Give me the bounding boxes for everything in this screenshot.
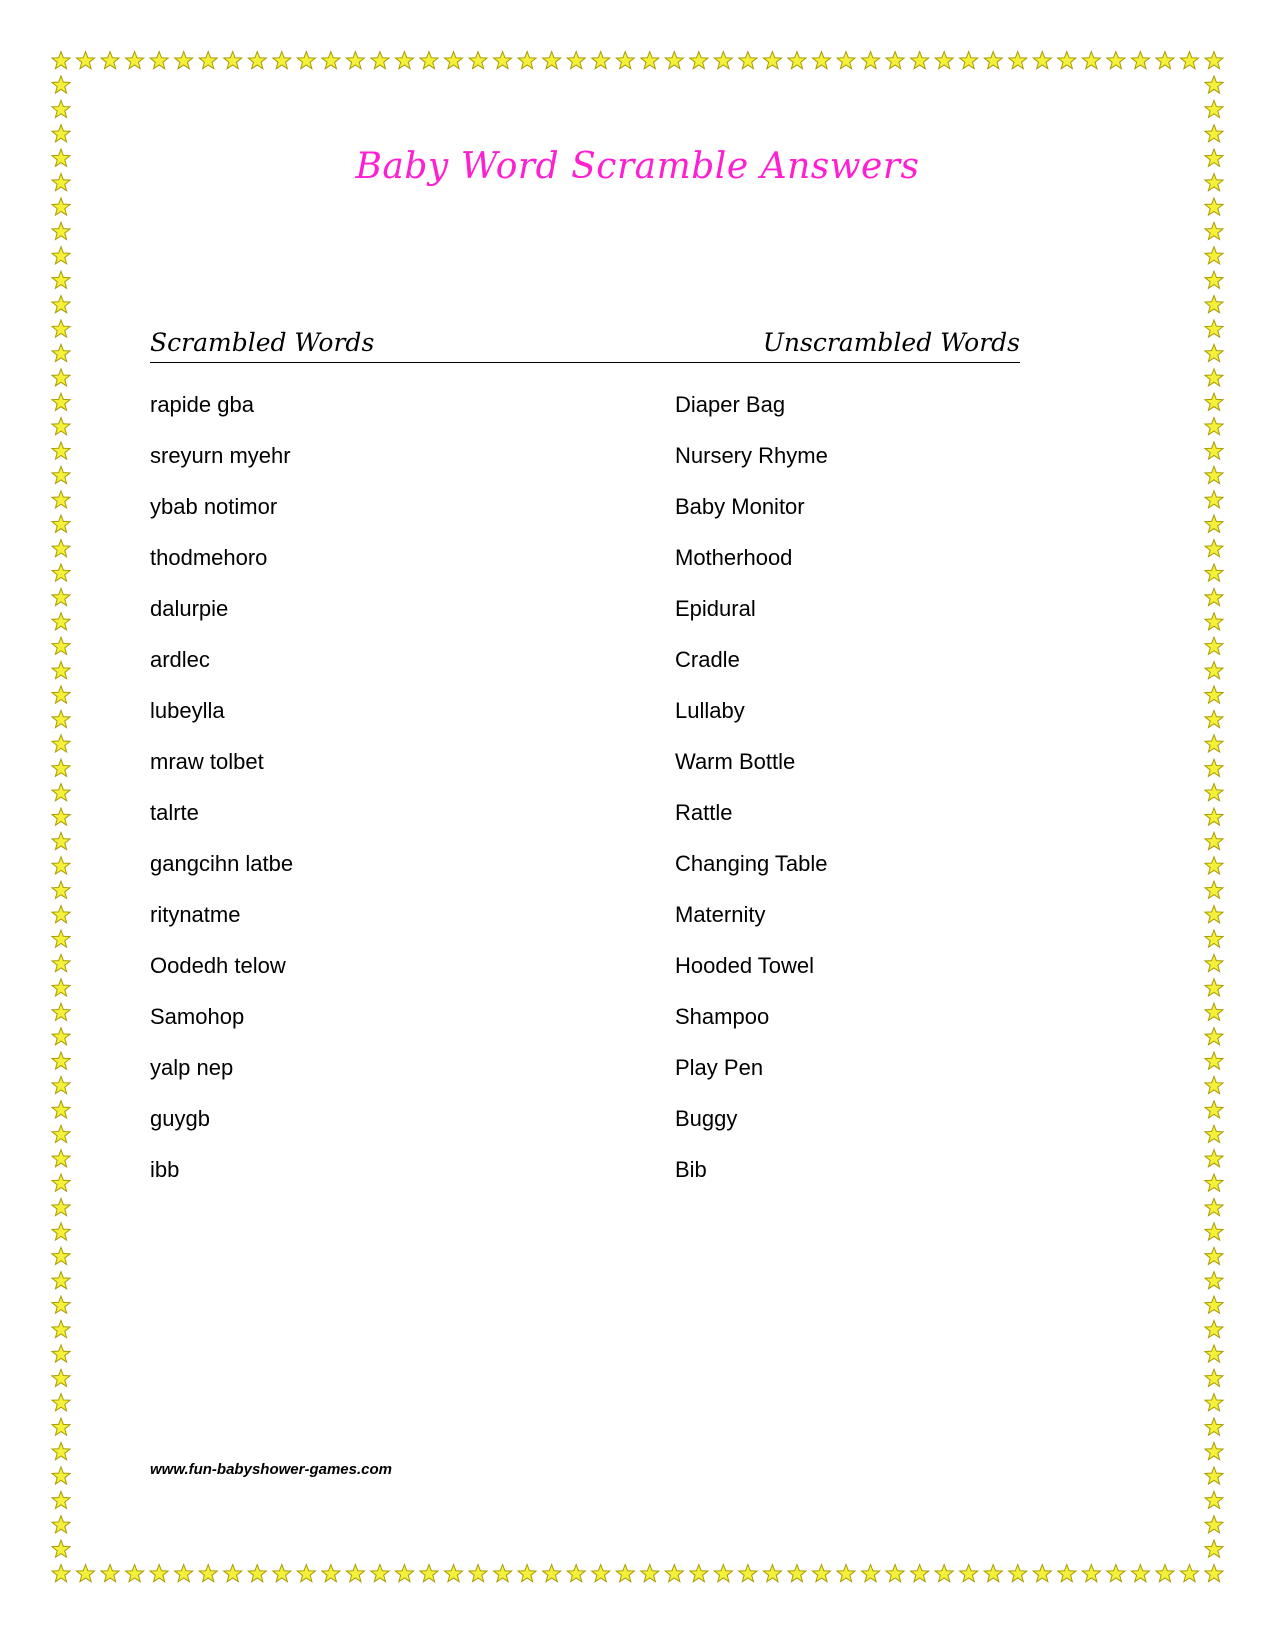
scrambled-word: gangcihn latbe	[150, 851, 294, 876]
star-icon	[1082, 52, 1100, 69]
star-icon	[665, 52, 683, 69]
star-icon	[543, 1565, 561, 1582]
star-icon	[616, 52, 634, 69]
star-icon	[1205, 1296, 1223, 1313]
star-icon	[494, 1565, 512, 1582]
star-icon	[1205, 1540, 1223, 1557]
answer-word: Nursery Rhyme	[675, 443, 828, 468]
star-icon	[52, 735, 70, 752]
answer-word: Maternity	[675, 902, 766, 927]
star-icon	[52, 979, 70, 996]
star-icon	[837, 1565, 855, 1582]
star-icon	[52, 1418, 70, 1435]
star-icon	[1058, 1565, 1076, 1582]
star-icon	[52, 1174, 70, 1191]
star-icon	[52, 784, 70, 801]
scrambled-word: lubeylla	[150, 698, 225, 723]
star-icon	[714, 52, 732, 69]
answer-word: Baby Monitor	[675, 494, 805, 519]
star-icon	[1205, 930, 1223, 947]
star-icon	[346, 52, 364, 69]
star-icon	[52, 1125, 70, 1142]
star-icon	[273, 1565, 291, 1582]
scrambled-word: mraw tolbet	[150, 749, 264, 774]
star-icon	[911, 52, 929, 69]
star-icon	[420, 52, 438, 69]
star-icon	[960, 1565, 978, 1582]
star-icon	[52, 418, 70, 435]
star-icon	[1205, 52, 1223, 69]
star-icon	[1009, 1565, 1027, 1582]
star-icon	[126, 52, 144, 69]
star-icon	[444, 1565, 462, 1582]
star-icon	[77, 1565, 95, 1582]
star-icon	[1205, 515, 1223, 532]
star-icon	[1205, 686, 1223, 703]
star-icon	[101, 52, 119, 69]
footer-website: www.fun-babyshower-games.com	[150, 1461, 392, 1478]
star-icon	[52, 1296, 70, 1313]
star-icon	[1205, 1003, 1223, 1020]
star-icon	[1033, 52, 1051, 69]
scrambled-word: Oodedh telow	[150, 953, 286, 978]
star-icon	[788, 52, 806, 69]
star-icon	[739, 52, 757, 69]
star-icon	[1205, 198, 1223, 215]
star-icon	[1107, 52, 1125, 69]
star-icon	[592, 1565, 610, 1582]
scrambled-word: ibb	[150, 1157, 180, 1182]
star-icon	[52, 515, 70, 532]
star-icon	[52, 1247, 70, 1264]
star-icon	[1205, 418, 1223, 435]
star-icon	[444, 52, 462, 69]
scrambled-word: ardlec	[150, 647, 210, 672]
star-icon	[788, 1565, 806, 1582]
star-icon	[763, 1565, 781, 1582]
star-icon	[1131, 52, 1149, 69]
star-icon	[52, 1272, 70, 1289]
scrambled-word: thodmehoro	[150, 545, 268, 570]
star-icon	[984, 52, 1002, 69]
star-icon	[1205, 222, 1223, 239]
star-icon	[690, 1565, 708, 1582]
star-icon	[911, 1565, 929, 1582]
star-icon	[199, 1565, 217, 1582]
star-icon	[52, 442, 70, 459]
star-icon	[52, 857, 70, 874]
star-icon	[52, 1369, 70, 1386]
page-title: Baby Word Scramble Answers	[355, 146, 920, 187]
star-icon	[1180, 1565, 1198, 1582]
star-icon	[1205, 320, 1223, 337]
star-icon	[862, 1565, 880, 1582]
star-icon	[52, 491, 70, 508]
star-icon	[52, 100, 70, 117]
unscrambled-words-list	[675, 385, 828, 1201]
star-icon	[1205, 1198, 1223, 1215]
star-icon	[52, 832, 70, 849]
star-icon	[1205, 1442, 1223, 1459]
answer-word: Shampoo	[675, 1004, 770, 1029]
star-icon	[1205, 1516, 1223, 1533]
star-icon	[224, 1565, 242, 1582]
star-icon	[837, 52, 855, 69]
star-icon	[77, 52, 95, 69]
star-icon	[1205, 393, 1223, 410]
star-icon	[101, 1565, 119, 1582]
star-icon	[1205, 588, 1223, 605]
star-icon	[1205, 1028, 1223, 1045]
star-icon	[199, 52, 217, 69]
star-icon	[52, 271, 70, 288]
star-icon	[52, 881, 70, 898]
star-icon	[224, 52, 242, 69]
star-icon	[1009, 52, 1027, 69]
scrambled-words-header: Scrambled Words	[150, 328, 375, 357]
star-icon	[52, 588, 70, 605]
star-icon	[395, 52, 413, 69]
star-icon	[52, 613, 70, 630]
star-icon	[1205, 1247, 1223, 1264]
answer-word: Motherhood	[675, 545, 793, 570]
star-icon	[1205, 1320, 1223, 1337]
scrambled-word: talrte	[150, 800, 199, 825]
star-icon	[420, 1565, 438, 1582]
star-icon	[616, 1565, 634, 1582]
star-icon	[518, 1565, 536, 1582]
star-icon	[52, 1491, 70, 1508]
answer-word: Diaper Bag	[675, 392, 786, 417]
star-icon	[1205, 979, 1223, 996]
star-icon	[1205, 637, 1223, 654]
star-icon	[1156, 1565, 1174, 1582]
star-icon	[52, 540, 70, 557]
star-icon	[862, 52, 880, 69]
star-icon	[52, 393, 70, 410]
star-icon	[52, 1442, 70, 1459]
star-icon	[52, 662, 70, 679]
star-icon	[1205, 881, 1223, 898]
answer-word: Changing Table	[675, 851, 828, 876]
star-icon	[52, 296, 70, 313]
star-icon	[52, 686, 70, 703]
star-icon	[150, 52, 168, 69]
scrambled-word: Samohop	[150, 1004, 245, 1029]
star-icon	[641, 1565, 659, 1582]
unscrambled-words-header: Unscrambled Words	[762, 328, 1020, 357]
star-icon	[1205, 1150, 1223, 1167]
star-icon	[297, 52, 315, 69]
answer-word: Warm Bottle	[675, 749, 796, 774]
star-icon	[886, 1565, 904, 1582]
star-icon	[1082, 1565, 1100, 1582]
star-icon	[346, 1565, 364, 1582]
answer-word: Lullaby	[675, 698, 745, 723]
star-icon	[592, 52, 610, 69]
star-icon	[1205, 1345, 1223, 1362]
answer-word: Hooded Towel	[675, 953, 815, 978]
star-icon	[1205, 1052, 1223, 1069]
star-icon	[1205, 369, 1223, 386]
star-icon	[984, 1565, 1002, 1582]
star-icon	[1205, 759, 1223, 776]
star-icon	[567, 52, 585, 69]
star-icon	[1205, 1491, 1223, 1508]
star-icon	[126, 1565, 144, 1582]
star-icon	[1131, 1565, 1149, 1582]
star-icon	[1205, 564, 1223, 581]
answer-word: Play Pen	[675, 1055, 764, 1080]
scrambled-word: ybab notimor	[150, 494, 278, 519]
star-icon	[812, 52, 830, 69]
scrambled-words-list	[150, 385, 293, 1201]
star-icon	[1205, 466, 1223, 483]
scrambled-word: dalurpie	[150, 596, 229, 621]
star-icon	[1205, 808, 1223, 825]
star-icon	[52, 1076, 70, 1093]
star-icon	[371, 52, 389, 69]
star-icon	[935, 1565, 953, 1582]
star-icon	[469, 52, 487, 69]
answer-word: Epidural	[675, 596, 756, 621]
star-icon	[469, 1565, 487, 1582]
answer-word: Rattle	[675, 800, 733, 825]
star-icon	[371, 1565, 389, 1582]
star-icon	[52, 1198, 70, 1215]
star-icon	[960, 52, 978, 69]
star-icon	[1205, 442, 1223, 459]
star-icon	[52, 1540, 70, 1557]
star-icon	[1205, 1369, 1223, 1386]
scrambled-word: rapide gba	[150, 392, 254, 417]
star-icon	[52, 1516, 70, 1533]
star-icon	[1107, 1565, 1125, 1582]
answer-word: Buggy	[675, 1106, 738, 1131]
star-icon	[1205, 784, 1223, 801]
scrambled-word: sreyurn myehr	[150, 443, 291, 468]
star-icon	[52, 1467, 70, 1484]
star-icon	[567, 1565, 585, 1582]
star-icon	[52, 76, 70, 93]
star-icon	[52, 1150, 70, 1167]
star-icon	[52, 1320, 70, 1337]
star-icon	[1205, 1418, 1223, 1435]
star-icon	[52, 1345, 70, 1362]
star-icon	[248, 1565, 266, 1582]
star-icon	[52, 564, 70, 581]
column-header-row	[150, 328, 1020, 363]
star-icon	[543, 52, 561, 69]
star-icon	[52, 1028, 70, 1045]
star-icon	[518, 52, 536, 69]
star-icon	[1205, 906, 1223, 923]
star-icon	[322, 1565, 340, 1582]
star-icon	[52, 1003, 70, 1020]
star-icon	[273, 52, 291, 69]
star-icon	[52, 125, 70, 142]
star-icon	[52, 759, 70, 776]
star-icon	[812, 1565, 830, 1582]
star-icon	[1205, 540, 1223, 557]
star-icon	[52, 710, 70, 727]
star-icon	[297, 1565, 315, 1582]
star-icon	[739, 1565, 757, 1582]
star-icon	[1205, 613, 1223, 630]
star-icon	[1058, 52, 1076, 69]
star-icon	[52, 198, 70, 215]
star-icon	[248, 52, 266, 69]
star-icon	[1205, 735, 1223, 752]
star-icon	[935, 52, 953, 69]
answer-word: Bib	[675, 1157, 707, 1182]
scrambled-word: guygb	[150, 1106, 210, 1131]
scrambled-word: yalp nep	[150, 1055, 234, 1080]
star-icon	[52, 1223, 70, 1240]
star-icon	[1205, 1223, 1223, 1240]
star-icon	[52, 1565, 70, 1582]
star-icon	[714, 1565, 732, 1582]
star-icon	[1205, 247, 1223, 264]
star-icon	[52, 222, 70, 239]
star-icon	[395, 1565, 413, 1582]
star-icon	[52, 1052, 70, 1069]
star-icon	[1205, 76, 1223, 93]
star-icon	[763, 52, 781, 69]
star-icon	[52, 808, 70, 825]
star-icon	[1205, 1272, 1223, 1289]
star-icon	[52, 1101, 70, 1118]
star-icon	[1205, 1467, 1223, 1484]
star-icon	[1205, 832, 1223, 849]
star-icon	[52, 1394, 70, 1411]
star-icon	[1033, 1565, 1051, 1582]
star-icon	[52, 906, 70, 923]
star-icon	[494, 52, 512, 69]
star-icon	[1180, 52, 1198, 69]
star-icon	[1205, 271, 1223, 288]
star-icon	[1205, 1565, 1223, 1582]
star-icon	[1205, 857, 1223, 874]
star-icon	[1205, 344, 1223, 361]
star-icon	[665, 1565, 683, 1582]
star-icon	[1205, 1174, 1223, 1191]
star-icon	[690, 52, 708, 69]
star-icon	[1205, 954, 1223, 971]
star-icon	[886, 52, 904, 69]
star-icon	[52, 247, 70, 264]
star-icon	[641, 52, 659, 69]
star-icon	[52, 52, 70, 69]
star-icon	[175, 52, 193, 69]
star-icon	[52, 637, 70, 654]
star-icon	[1205, 100, 1223, 117]
star-icon	[1205, 1394, 1223, 1411]
star-icon	[1205, 710, 1223, 727]
star-icon	[52, 369, 70, 386]
star-icon	[52, 320, 70, 337]
star-icon	[1205, 125, 1223, 142]
star-icon	[1205, 491, 1223, 508]
star-icon	[1205, 1125, 1223, 1142]
star-icon	[1205, 662, 1223, 679]
star-icon	[52, 466, 70, 483]
star-icon	[52, 344, 70, 361]
scrambled-word: ritynatme	[150, 902, 241, 927]
star-icon	[175, 1565, 193, 1582]
star-icon	[52, 930, 70, 947]
star-icon	[52, 954, 70, 971]
star-icon	[1156, 52, 1174, 69]
star-icon	[322, 52, 340, 69]
answer-word: Cradle	[675, 647, 740, 672]
star-icon	[1205, 1076, 1223, 1093]
star-icon	[1205, 296, 1223, 313]
star-icon	[150, 1565, 168, 1582]
star-icon	[1205, 1101, 1223, 1118]
